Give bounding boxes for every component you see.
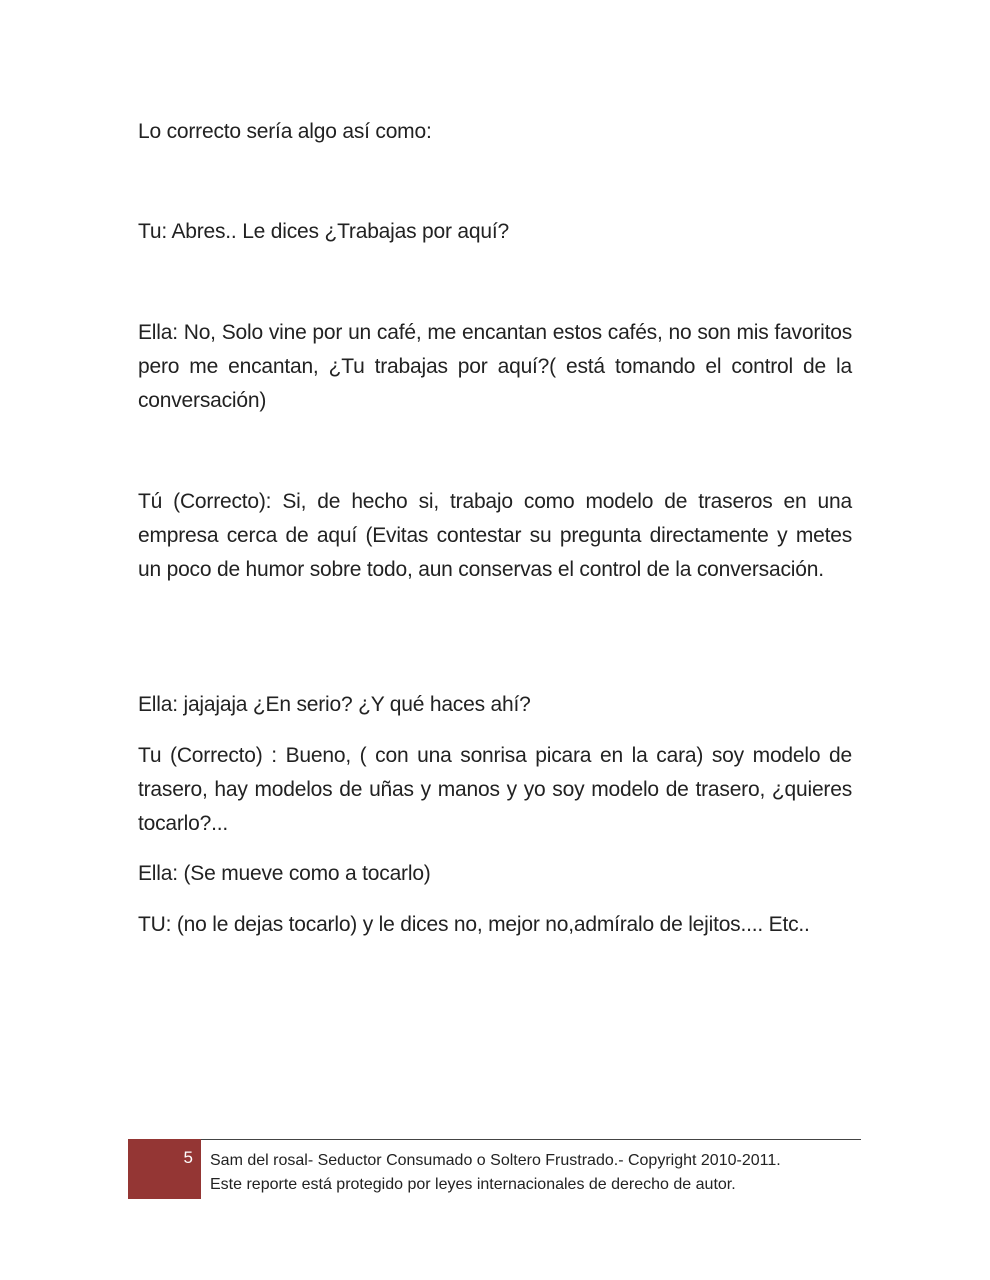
footer-line-1: Sam del rosal- Seductor Consumado o Soltero Frustrado.- Copyright 2010-2011. bbox=[210, 1152, 781, 1169]
page-number: 5 bbox=[183, 1148, 193, 1167]
page-number-box bbox=[128, 1139, 201, 1199]
footer-copyright bbox=[210, 1149, 860, 1197]
paragraph-ella-cafe: Ella: No, Solo vine por un café, me encantan estos cafés, no son mis favoritos pero me encantan, ¿Tu trabajas por aquí?( está tomando el control de la conversación) bbox=[138, 321, 852, 412]
paragraph-ella-en-serio: Ella: jajajaja ¿En serio? ¿Y qué haces ahí? bbox=[138, 693, 531, 716]
footer-line-2: Este reporte está protegido por leyes internacionales de derecho de autor. bbox=[210, 1176, 736, 1193]
paragraph-tu-correcto-bueno: Tu (Correcto) : Bueno, ( con una sonrisa picara en la cara) soy modelo de trasero, hay modelos de uñas y manos y yo soy modelo de trasero, ¿quieres tocarlo?... bbox=[138, 744, 852, 835]
footer-divider bbox=[128, 1139, 861, 1140]
paragraph-ella-tocarlo: Ella: (Se mueve como a tocarlo) bbox=[138, 862, 431, 885]
paragraph-tu-abres: Tu: Abres.. Le dices ¿Trabajas por aquí? bbox=[138, 220, 509, 243]
paragraph-intro: Lo correcto sería algo así como: bbox=[138, 120, 432, 143]
paragraph-tu-lejitos: TU: (no le dejas tocarlo) y le dices no, mejor no,admíralo de lejitos.... Etc.. bbox=[138, 913, 810, 936]
paragraph-tu-correcto-modelo: Tú (Correcto): Si, de hecho si, trabajo como modelo de traseros en una empresa cerca de aquí (Evitas contestar su pregunta directamente y metes un poco de humor sobre todo, aun conservas el control de la conversación. bbox=[138, 490, 852, 581]
